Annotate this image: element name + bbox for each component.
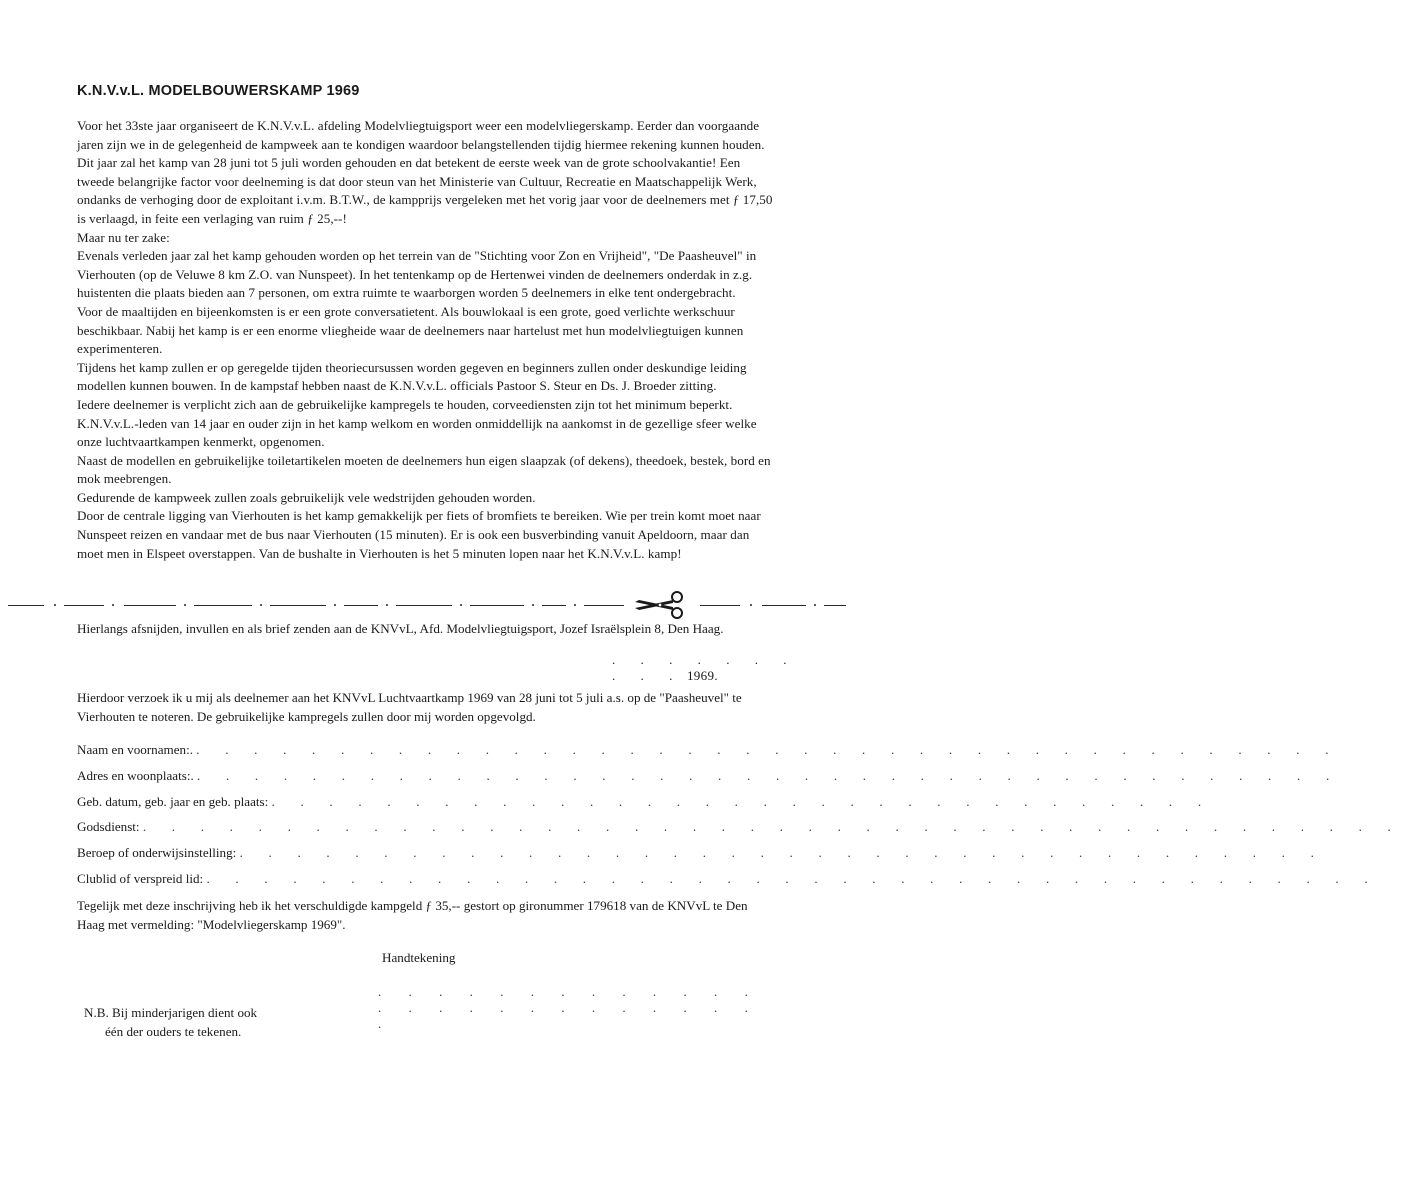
cut-dash <box>542 605 566 606</box>
cut-dash <box>8 605 44 606</box>
nb-note <box>84 1003 404 1041</box>
date-year: 1969. <box>686 668 718 683</box>
field-religion-label: Godsdienst: <box>77 819 140 834</box>
cut-dot <box>386 604 388 606</box>
field-membership-label: Clublid of verspreid lid: <box>77 871 204 886</box>
cut-dash <box>396 605 452 606</box>
field-birth[interactable] <box>77 792 1213 812</box>
cut-dash <box>824 605 846 606</box>
field-birth-leader: . . . . . . . . . . . . . . . . . . . . . . . . . . . . . . . . . <box>271 794 1213 809</box>
field-address-leader: . . . . . . . . . . . . . . . . . . . . . . . . . . . . . . . . . . . . . . . . <box>197 768 1341 783</box>
cut-dash <box>470 605 524 606</box>
cut-dot <box>750 604 752 606</box>
document-title: K.N.V.v.L. MODELBOUWERSKAMP 1969 <box>77 83 360 99</box>
cut-dot <box>54 604 56 606</box>
cut-dash <box>584 605 624 606</box>
field-membership[interactable] <box>77 869 1379 889</box>
date-dots: . . . . . . . . . . <box>612 652 798 683</box>
cut-dot <box>814 604 816 606</box>
field-address[interactable] <box>77 766 1341 786</box>
paragraph-packing: Naast de modellen en gebruikelijke toiletartikelen moeten de deelnemers hun eigen slaapzak (of dekens), theedoek, bestek, bord en mok meebrengen. <box>77 452 771 487</box>
paragraph-courses: Tijdens het kamp zullen er op geregelde tijden theoriecursussen worden gegeven en beginners zullen onder deskundige leiding modellen kunnen bouwen. In de kampstaf hebben naast de K.N.V.v.L. officials Pastoor S. Steur en Ds. J. Broeder zitting. <box>77 359 747 394</box>
field-birth-label: Geb. datum, geb. jaar en geb. plaats: <box>77 794 269 809</box>
cut-dot <box>334 604 336 606</box>
cut-dash <box>124 605 176 606</box>
nb-line-2: één der ouders te tekenen. <box>105 1024 242 1039</box>
cut-line <box>8 590 846 620</box>
paragraph-contests: Gedurende de kampweek zullen zoals gebruikelijk vele wedstrijden gehouden worden. <box>77 489 536 505</box>
paragraph-rules: Iedere deelnemer is verplicht zich aan de gebruikelijke kampregels te houden, corveediensten zijn tot het minimum beperkt. K.N.V.v.L.-leden van 14 jaar en ouder zijn in het kamp welkom en worden onmiddellijk na aankomst in de gezellige sfeer welke onze luchtvaartkampen kenmerkt, opgenomen. <box>77 396 757 450</box>
field-occupation-label: Beroep of onderwijsinstelling: <box>77 845 237 860</box>
scissors-icon <box>633 590 689 620</box>
cut-dash <box>762 605 806 606</box>
field-address-label: Adres en woonplaats:. <box>77 768 194 783</box>
field-membership-leader: . . . . . . . . . . . . . . . . . . . . . . . . . . . . . . . . . . . . . . . . . <box>206 871 1379 886</box>
registration-request: Hierdoor verzoek ik u mij als deelnemer aan het KNVvL Luchtvaartkamp 1969 van 28 juni tot 5 juli a.s. op de "Paasheuvel" te Vierhouten te noteren. De gebruikelijke kampregels zullen door mij worden opgevolgd. <box>77 690 742 724</box>
cut-dash <box>344 605 378 606</box>
field-name[interactable] <box>77 740 1340 760</box>
date-line[interactable] <box>612 652 812 684</box>
nb-line-1: N.B. Bij minderjarigen dient ook <box>84 1005 258 1020</box>
cut-dot <box>260 604 262 606</box>
cut-dot <box>532 604 534 606</box>
paragraph-location: Evenals verleden jaar zal het kamp gehouden worden op het terrein van de "Stichting voor Zon en Vrijheid", "De Paasheuvel" in Vierhouten (op de Veluwe 8 km Z.O. van Nunspeet). In het tentenkamp op de Hertenwei vinden de deelnemers onderdak in z.g. huistenten die plaats bieden aan 7 personen, om extra ruimte te waarborgen worden 5 deelnemers in elke tent ondergebracht. <box>77 248 757 301</box>
cut-dot <box>112 604 114 606</box>
signature-field[interactable]: . . . . . . . . . . . . . . . . . . . . . . . . . . . <box>378 984 760 1031</box>
field-name-label: Naam en voornamen:. <box>77 742 193 757</box>
cut-dash <box>270 605 326 606</box>
paragraph-travel: Door de centrale ligging van Vierhouten is het kamp gemakkelijk per fiets of bromfiets te bereiken. Wie per trein komt moet naar Nunspeet reizen en vandaar met de bus naar Vierhouten (15 minuten). Er is ook een busverbinding vanuit Apeldoorn, maar dan moet men in Elspeet overstappen. Van de bushalte in Vierhouten is het 5 minuten lopen naar het K.N.V.v.L. kamp! <box>77 508 761 561</box>
field-religion-leader: . . . . . . . . . . . . . . . . . . . . . . . . . . . . . . . . . . . . . . . . . . . . <box>142 819 1402 834</box>
payment-statement: Tegelijk met deze inschrijving heb ik het verschuldigde kampgeld ƒ 35,-- gestort op gironummer 179618 van de KNVvL te Den Haag met vermelding: "Modelvliegerskamp 1969". <box>77 898 748 932</box>
announcement-body <box>77 117 777 563</box>
cut-dash <box>700 605 740 606</box>
paragraph-facilities: Voor de maaltijden en bijeenkomsten is er een grote conversatietent. Als bouwlokaal is een grote, goed verlichte werkschuur beschikbaar. Nabij het kamp is er een enorme vliegheide waar de deelnemers naar hartelust met hun modelvliegtuigen kunnen experimenteren. <box>77 303 744 357</box>
paragraph-ter-zake: Maar nu ter zake: <box>77 229 170 245</box>
field-religion[interactable] <box>77 817 1402 837</box>
cut-dot <box>184 604 186 606</box>
paragraph-intro: Voor het 33ste jaar organiseert de K.N.V.v.L. afdeling Modelvliegtuigsport weer een modelvliegerskamp. Eerder dan voorgaande jaren zijn we in de gelegenheid de kampweek aan te kondigen waardoor belangstellenden tijdig hiermee rekening kunnen houden. Dit jaar zal het kamp van 28 juni tot 5 juli worden gehouden en dat betekent de eerste week van de grote schoolvakantie! Een tweede belangrijke factor voor deelneming is dat door steun van het Ministerie van Cultuur, Recreatie en Maatschappelijk Werk, ondanks de verhoging door de exploitant i.v.m. B.T.W., de kampprijs vergeleken met het vorig jaar voor de deelnemers met ƒ 17,50 is verlaagd, in feite een verlaging van ruim ƒ 25,--! <box>77 118 773 226</box>
signature-label: Handtekening <box>382 950 456 965</box>
field-occupation-leader: . . . . . . . . . . . . . . . . . . . . . . . . . . . . . . . . . . . . . . <box>239 845 1326 860</box>
cut-dot <box>460 604 462 606</box>
field-name-leader: . . . . . . . . . . . . . . . . . . . . . . . . . . . . . . . . . . . . . . . . <box>196 742 1340 757</box>
cut-dash <box>64 605 104 606</box>
cut-instruction: Hierlangs afsnijden, invullen en als brief zenden aan de KNVvL, Afd. Modelvliegtuigsport, Jozef Israëlsplein 8, Den Haag. <box>77 621 724 636</box>
cut-dot <box>574 604 576 606</box>
field-occupation[interactable] <box>77 843 1326 863</box>
cut-dash <box>194 605 252 606</box>
